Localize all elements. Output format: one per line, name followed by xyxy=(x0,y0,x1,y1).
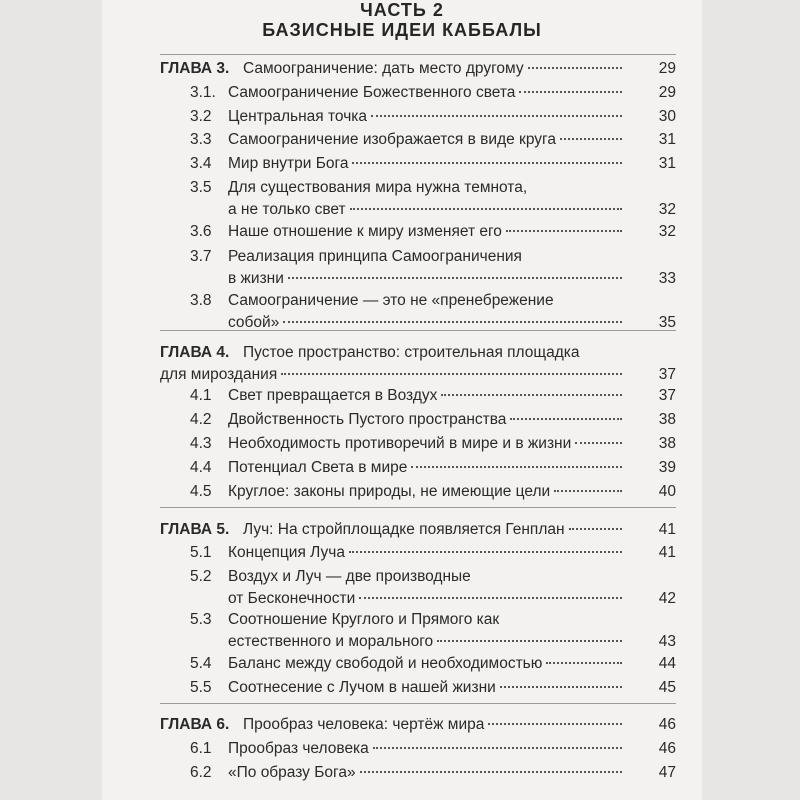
dot-leader xyxy=(437,639,622,642)
page-number: 38 xyxy=(658,435,676,452)
dot-leader xyxy=(359,596,622,599)
entry-title xyxy=(228,677,626,699)
page-number: 37 xyxy=(658,387,676,404)
entry-title-line: Центральная точка xyxy=(228,108,368,125)
entry-title-line: Луч: На стройплощадке появляется Генплан xyxy=(243,521,565,538)
entry-title xyxy=(228,762,626,784)
page-number: 29 xyxy=(658,84,676,101)
entry-title-line: от Бесконечности xyxy=(228,590,356,607)
section-number: 4.4 xyxy=(190,459,212,476)
entry-title-line: в жизни xyxy=(228,270,284,287)
dot-leader xyxy=(360,770,622,773)
page-number: 41 xyxy=(658,521,676,538)
entry-title xyxy=(228,609,626,653)
section-number: 3.2 xyxy=(190,108,212,125)
entry-title-line: Двойственность Пустого пространства xyxy=(228,411,507,428)
entry-title xyxy=(228,385,626,407)
part-title: БАЗИСНЫЕ ИДЕИ КАББАЛЫ xyxy=(262,20,542,40)
dot-leader xyxy=(350,207,622,210)
part-label: ЧАСТЬ 2 xyxy=(360,0,444,20)
dot-leader xyxy=(510,417,622,420)
section-number: 5.1 xyxy=(190,544,212,561)
entry-title-line: «По образу Бога» xyxy=(228,764,356,781)
dot-leader xyxy=(519,90,622,93)
entry-title xyxy=(228,290,626,334)
page-number: 33 xyxy=(658,270,676,287)
entry-title xyxy=(228,566,626,610)
entry-title-line: Баланс между свободой и необходимостью xyxy=(228,655,543,672)
section-number: 5.3 xyxy=(190,611,212,628)
page-number: 41 xyxy=(658,544,676,561)
section-number: 5.4 xyxy=(190,655,212,672)
dot-leader xyxy=(528,66,622,69)
entry-title xyxy=(228,106,626,128)
page-number: 39 xyxy=(658,459,676,476)
dot-leader xyxy=(506,229,622,232)
dot-leader xyxy=(281,372,622,375)
entry-title xyxy=(228,129,626,151)
dot-leader xyxy=(554,489,622,492)
section-number: 3.7 xyxy=(190,248,212,265)
dot-leader xyxy=(488,722,622,725)
entry-title xyxy=(228,738,626,760)
section-number: 3.5 xyxy=(190,179,212,196)
dot-leader xyxy=(411,465,622,468)
chapter-number: ГЛАВА 6. xyxy=(160,716,230,733)
entry-title xyxy=(228,82,626,104)
entry-title xyxy=(160,342,626,386)
page-number: 32 xyxy=(658,223,676,240)
entry-title-line: Необходимость противоречий в мире и в жизни xyxy=(228,435,572,452)
entry-title xyxy=(160,519,626,541)
entry-title-line: Концепция Луча xyxy=(228,544,345,561)
section-number: 4.5 xyxy=(190,483,212,500)
page-number: 40 xyxy=(658,483,676,500)
page-number: 45 xyxy=(658,679,676,696)
dot-leader xyxy=(569,527,622,530)
entry-title xyxy=(228,542,626,564)
section-number: 3.8 xyxy=(190,292,212,309)
entry-title-line: Соотношение Круглого и Прямого как xyxy=(228,611,500,628)
page-number: 31 xyxy=(658,131,676,148)
dot-leader xyxy=(349,550,622,553)
page-number: 46 xyxy=(658,740,676,757)
entry-title xyxy=(160,714,626,736)
page-number: 37 xyxy=(658,366,676,383)
section-number: 3.3 xyxy=(190,131,212,148)
dot-leader xyxy=(560,137,622,140)
entry-title xyxy=(228,177,626,221)
dot-leader xyxy=(352,161,622,164)
section-number: 3.1. xyxy=(190,84,216,101)
page-number: 32 xyxy=(658,201,676,218)
dot-leader xyxy=(373,746,622,749)
chapter-number: ГЛАВА 4. xyxy=(160,344,230,361)
section-number: 6.1 xyxy=(190,740,212,757)
entry-title-line: Для существования мира нужна темнота, xyxy=(228,179,528,196)
page-number: 30 xyxy=(658,108,676,125)
entry-title-line: Наше отношение к миру изменяет его xyxy=(228,223,502,240)
entry-title-line: для мироздания xyxy=(160,366,278,383)
entry-title xyxy=(228,409,626,431)
entry-title-line: Пустое пространство: строительная площадка xyxy=(243,344,580,361)
section-divider xyxy=(160,54,676,55)
entry-title xyxy=(228,433,626,455)
entry-title xyxy=(228,153,626,175)
entry-title-line: Самоограничение изображается в виде круга xyxy=(228,131,556,148)
section-number: 5.2 xyxy=(190,568,212,585)
dot-leader xyxy=(500,685,622,688)
book-page xyxy=(102,0,702,800)
entry-title-line: Соотнесение с Лучом в нашей жизни xyxy=(228,679,496,696)
section-divider xyxy=(160,507,676,508)
entry-title-line: собой» xyxy=(228,314,280,331)
entry-title-line: Прообраз человека: чертёж мира xyxy=(243,716,485,733)
entry-title-line: Воздух и Луч — две производные xyxy=(228,568,471,585)
section-number: 4.2 xyxy=(190,411,212,428)
page-number: 42 xyxy=(658,590,676,607)
chapter-number: ГЛАВА 3. xyxy=(160,60,230,77)
section-number: 3.6 xyxy=(190,223,212,240)
entry-title-line: а не только свет xyxy=(228,201,346,218)
page-number: 31 xyxy=(658,155,676,172)
section-number: 6.2 xyxy=(190,764,212,781)
section-number: 4.1 xyxy=(190,387,212,404)
page-number: 29 xyxy=(658,60,676,77)
entry-title-line: Потенциал Света в мире xyxy=(228,459,408,476)
entry-title xyxy=(228,653,626,675)
dot-leader xyxy=(441,393,622,396)
entry-title xyxy=(228,221,626,243)
entry-title-line: Самоограничение — это не «пренебрежение xyxy=(228,292,554,309)
page-number: 43 xyxy=(658,633,676,650)
page-number: 47 xyxy=(658,764,676,781)
entry-title-line: Самоограничение Божественного света xyxy=(228,84,516,101)
entry-title-line: естественного и морального xyxy=(228,633,434,650)
entry-title-line: Круглое: законы природы, не имеющие цели xyxy=(228,483,551,500)
entry-title-line: Самоограничение: дать место другому xyxy=(243,60,524,77)
section-divider xyxy=(160,703,676,704)
chapter-number: ГЛАВА 5. xyxy=(160,521,230,538)
dot-leader xyxy=(371,114,622,117)
entry-title xyxy=(228,481,626,503)
page-number: 38 xyxy=(658,411,676,428)
dot-leader xyxy=(546,661,622,664)
dot-leader xyxy=(288,276,622,279)
page-number: 35 xyxy=(658,314,676,331)
entry-title-line: Реализация принципа Самоограничения xyxy=(228,248,522,265)
section-number: 3.4 xyxy=(190,155,212,172)
entry-title xyxy=(228,457,626,479)
entry-title-line: Мир внутри Бога xyxy=(228,155,349,172)
section-number: 5.5 xyxy=(190,679,212,696)
dot-leader xyxy=(283,320,622,323)
page-number: 46 xyxy=(658,716,676,733)
page-number: 44 xyxy=(658,655,676,672)
entry-title xyxy=(160,58,626,80)
entry-title-line: Прообраз человека xyxy=(228,740,369,757)
entry-title-line: Свет превращается в Воздух xyxy=(228,387,438,404)
dot-leader xyxy=(575,441,622,444)
section-number: 4.3 xyxy=(190,435,212,452)
entry-title xyxy=(228,246,626,290)
